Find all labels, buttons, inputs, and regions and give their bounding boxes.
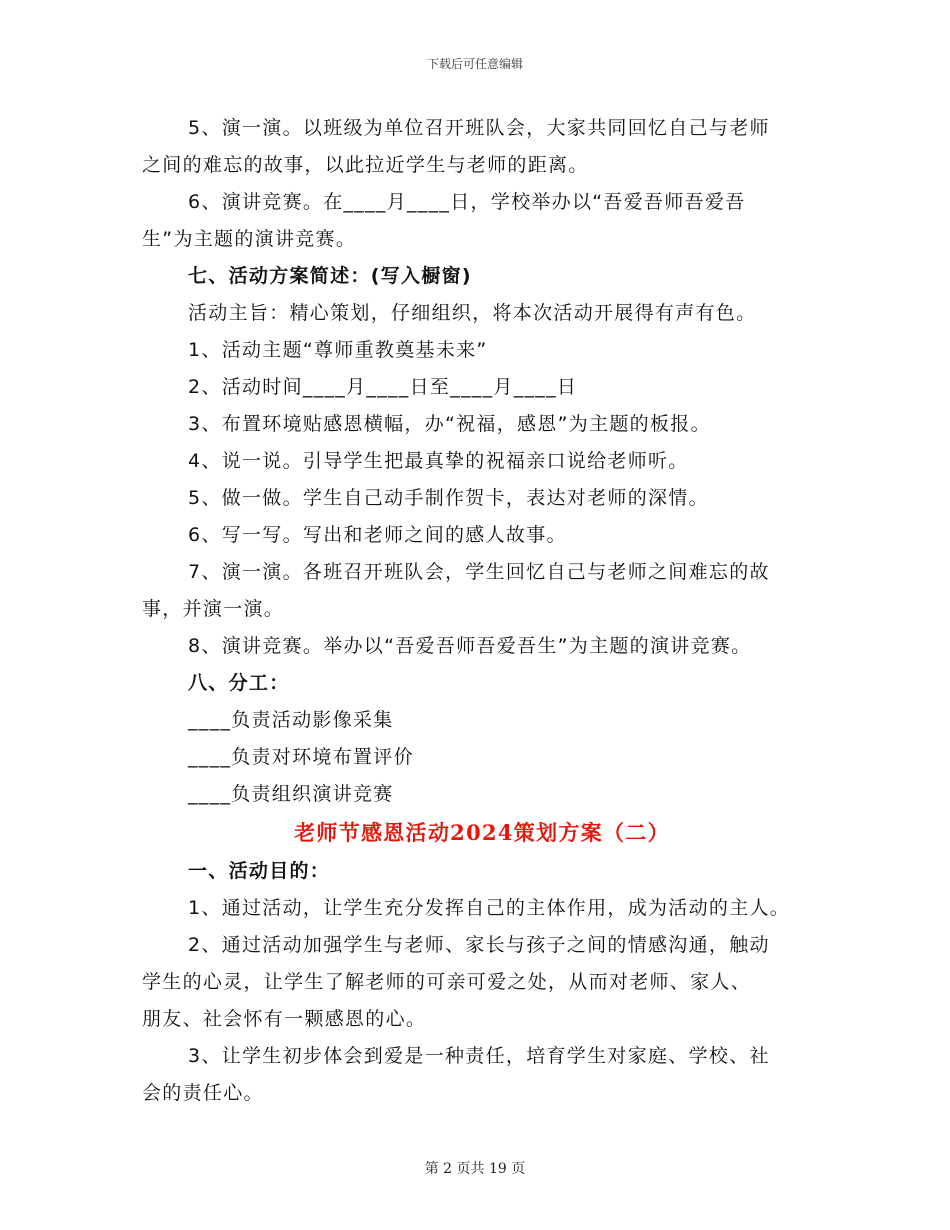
page-header: 下载后可任意编辑 (426, 57, 523, 71)
paragraph-line: ____负责组织演讲竞赛 (188, 783, 394, 805)
paragraph-line: 朋友、社会怀有一颗感恩的心。 (142, 1008, 427, 1030)
paragraph-line: 活动主旨：精心策划，仔细组织，将本次活动开展得有声有色。 (188, 302, 757, 324)
document-title: 老师节感恩活动2024策划方案（二） (294, 820, 670, 845)
paragraph-line: 2、活动时间____月____日至____月____日 (188, 376, 578, 398)
document-body (142, 110, 822, 1112)
paragraph-line: 5、演一演。以班级为单位召开班队会，大家共同回忆自己与老师 (188, 117, 770, 139)
paragraph-line: 3、布置环境贴感恩横幅，办“祝福，感恩”为主题的板报。 (188, 413, 711, 435)
paragraph-line: 4、说一说。引导学生把最真挚的祝福亲口说给老师听。 (188, 450, 689, 472)
paragraph-line: 7、演一演。各班召开班队会，学生回忆自己与老师之间难忘的故 (188, 561, 770, 583)
section-heading: 七、活动方案简述：(写入橱窗) (188, 265, 472, 287)
paragraph-line: 之间的难忘的故事，以此拉近学生与老师的距离。 (142, 154, 589, 176)
section-heading: 八、分工： (188, 672, 290, 694)
paragraph-line: 1、通过活动，让学生充分发挥自己的主体作用，成为活动的主人。 (188, 897, 791, 919)
paragraph-line: 3、让学生初步体会到爱是一种责任，培育学生对家庭、学校、社 (188, 1045, 770, 1067)
section-heading: 一、活动目的： (188, 860, 331, 882)
paragraph-line: 生”为主题的演讲竞赛。 (142, 228, 357, 250)
paragraph-line: 事，并演一演。 (142, 598, 285, 620)
paragraph-line: 1、活动主题“尊师重教奠基未来” (188, 339, 488, 361)
paragraph-line: 5、做一做。学生自己动手制作贺卡，表达对老师的深情。 (188, 487, 709, 509)
paragraph-line: ____负责活动影像采集 (188, 709, 394, 731)
paragraph-line: 学生的心灵，让学生了解老师的可亲可爱之处，从而对老师、家人、 (142, 971, 752, 993)
paragraph-line: 会的责任心。 (142, 1082, 264, 1104)
paragraph-line: ____负责对环境布置评价 (188, 746, 414, 768)
page-footer: 第 2 页共 19 页 (424, 1161, 526, 1177)
paragraph-line: 6、写一写。写出和老师之间的感人故事。 (188, 524, 567, 546)
paragraph-line: 6、演讲竞赛。在____月____日，学校举办以“吾爱吾师吾爱吾 (188, 191, 746, 213)
paragraph-line: 2、通过活动加强学生与老师、家长与孩子之间的情感沟通，触动 (188, 934, 770, 956)
paragraph-line: 8、演讲竞赛。举办以“吾爱吾师吾爱吾生”为主题的演讲竞赛。 (188, 635, 752, 657)
